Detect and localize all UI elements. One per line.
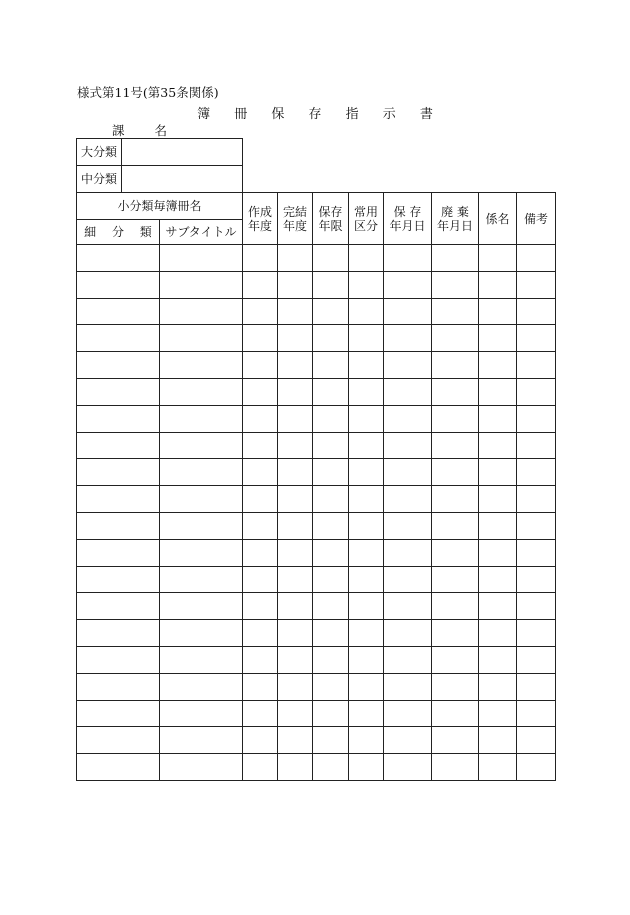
table-cell[interactable] — [278, 673, 313, 700]
table-cell[interactable] — [313, 245, 349, 272]
table-row — [77, 700, 556, 727]
table-cell[interactable] — [313, 593, 349, 620]
table-cell[interactable] — [349, 673, 384, 700]
table-cell[interactable] — [77, 593, 160, 620]
table-cell[interactable] — [432, 325, 479, 352]
table-cell[interactable] — [479, 298, 517, 325]
table-cell[interactable] — [349, 486, 384, 513]
table-cell[interactable] — [479, 486, 517, 513]
table-cell[interactable] — [243, 646, 278, 673]
column-header: 係名 — [479, 193, 517, 245]
table-cell[interactable] — [384, 298, 432, 325]
table-cell[interactable] — [349, 512, 384, 539]
table-cell[interactable] — [384, 620, 432, 647]
table-cell[interactable] — [349, 727, 384, 754]
table-cell[interactable] — [243, 566, 278, 593]
table-cell[interactable] — [313, 432, 349, 459]
table-row — [77, 352, 556, 379]
table-cell[interactable] — [77, 298, 160, 325]
table-cell[interactable] — [517, 432, 556, 459]
table-cell[interactable] — [517, 620, 556, 647]
table-cell[interactable] — [160, 539, 243, 566]
table-row — [77, 727, 556, 754]
table-cell[interactable] — [432, 378, 479, 405]
middle-category-label: 中分類 — [77, 166, 122, 193]
table-cell[interactable] — [77, 673, 160, 700]
table-cell[interactable] — [313, 512, 349, 539]
group-header: 小分類毎簿冊名 — [77, 193, 243, 220]
table-cell[interactable] — [313, 700, 349, 727]
table-row — [77, 378, 556, 405]
table-cell[interactable] — [432, 727, 479, 754]
column-header: 作成 年度 — [243, 193, 278, 245]
table-cell[interactable] — [517, 727, 556, 754]
table-cell[interactable] — [349, 245, 384, 272]
table-cell[interactable] — [517, 325, 556, 352]
table-cell[interactable] — [384, 378, 432, 405]
table-cell[interactable] — [313, 405, 349, 432]
table-cell[interactable] — [160, 512, 243, 539]
table-cell[interactable] — [432, 566, 479, 593]
table-cell[interactable] — [160, 405, 243, 432]
table-cell[interactable] — [243, 378, 278, 405]
table-cell[interactable] — [349, 325, 384, 352]
table-cell[interactable] — [349, 566, 384, 593]
table-cell[interactable] — [77, 459, 160, 486]
table-cell[interactable] — [517, 700, 556, 727]
table-row — [77, 432, 556, 459]
table-cell[interactable] — [278, 298, 313, 325]
table-cell[interactable] — [384, 271, 432, 298]
table-cell[interactable] — [349, 539, 384, 566]
table-cell[interactable] — [479, 432, 517, 459]
column-header: 保 存 年月日 — [384, 193, 432, 245]
table-cell[interactable] — [432, 298, 479, 325]
table-cell[interactable] — [160, 378, 243, 405]
table-cell[interactable] — [479, 539, 517, 566]
table-cell[interactable] — [243, 620, 278, 647]
table-cell[interactable] — [77, 378, 160, 405]
table-cell[interactable] — [278, 378, 313, 405]
table-row — [77, 754, 556, 781]
table-cell[interactable] — [77, 325, 160, 352]
table-cell[interactable] — [278, 566, 313, 593]
table-cell[interactable] — [278, 432, 313, 459]
table-cell[interactable] — [384, 245, 432, 272]
middle-category-field[interactable] — [122, 166, 243, 193]
table-cell[interactable] — [517, 378, 556, 405]
table-cell[interactable] — [77, 646, 160, 673]
table-cell[interactable] — [479, 620, 517, 647]
table-cell[interactable] — [313, 271, 349, 298]
table-cell[interactable] — [278, 754, 313, 781]
table-cell[interactable] — [517, 646, 556, 673]
table-cell[interactable] — [432, 432, 479, 459]
table-cell[interactable] — [313, 298, 349, 325]
table-cell[interactable] — [479, 727, 517, 754]
table-cell[interactable] — [349, 593, 384, 620]
table-cell[interactable] — [313, 754, 349, 781]
table-cell[interactable] — [243, 459, 278, 486]
table-cell[interactable] — [517, 298, 556, 325]
column-header: 常用 区分 — [349, 193, 384, 245]
table-row — [77, 325, 556, 352]
table-cell[interactable] — [278, 727, 313, 754]
table-cell[interactable] — [313, 673, 349, 700]
table-cell[interactable] — [278, 486, 313, 513]
table-cell[interactable] — [77, 566, 160, 593]
table-cell[interactable] — [243, 432, 278, 459]
table-cell[interactable] — [243, 271, 278, 298]
table-cell[interactable] — [384, 727, 432, 754]
table-cell[interactable] — [479, 566, 517, 593]
table-cell[interactable] — [517, 566, 556, 593]
table-row — [77, 673, 556, 700]
table-cell[interactable] — [278, 352, 313, 379]
table-cell[interactable] — [77, 620, 160, 647]
table-cell[interactable] — [77, 271, 160, 298]
table-cell[interactable] — [278, 620, 313, 647]
table-cell[interactable] — [349, 620, 384, 647]
table-cell[interactable] — [160, 727, 243, 754]
table-cell[interactable] — [278, 325, 313, 352]
table-cell[interactable] — [243, 512, 278, 539]
table-cell[interactable] — [160, 271, 243, 298]
table-cell[interactable] — [479, 512, 517, 539]
table-cell[interactable] — [349, 754, 384, 781]
table-cell[interactable] — [278, 405, 313, 432]
table-cell[interactable] — [432, 593, 479, 620]
table-cell[interactable] — [77, 700, 160, 727]
table-cell[interactable] — [384, 352, 432, 379]
major-category-field[interactable] — [122, 139, 243, 166]
table-cell[interactable] — [517, 486, 556, 513]
table-cell[interactable] — [384, 566, 432, 593]
table-row — [77, 512, 556, 539]
table-cell[interactable] — [243, 673, 278, 700]
table-cell[interactable] — [349, 271, 384, 298]
table-cell[interactable] — [349, 432, 384, 459]
table-cell[interactable] — [313, 486, 349, 513]
form-number: 様式第11号(第35条関係) — [77, 85, 219, 100]
table-cell[interactable] — [313, 727, 349, 754]
table-row — [77, 405, 556, 432]
table-cell[interactable] — [243, 754, 278, 781]
table-cell[interactable] — [479, 352, 517, 379]
table-cell[interactable] — [160, 325, 243, 352]
table-row — [77, 486, 556, 513]
table-cell[interactable] — [479, 405, 517, 432]
table-cell[interactable] — [432, 405, 479, 432]
table-row — [77, 459, 556, 486]
table-cell[interactable] — [432, 459, 479, 486]
table-cell[interactable] — [77, 486, 160, 513]
table-row — [77, 298, 556, 325]
table-cell[interactable] — [313, 539, 349, 566]
table-cell[interactable] — [479, 245, 517, 272]
table-cell[interactable] — [243, 486, 278, 513]
table-cell[interactable] — [517, 245, 556, 272]
table-cell[interactable] — [517, 352, 556, 379]
table-cell[interactable] — [517, 539, 556, 566]
table-cell[interactable] — [384, 539, 432, 566]
category-table — [76, 138, 243, 193]
table-cell[interactable] — [349, 352, 384, 379]
column-header: 備考 — [517, 193, 556, 245]
table-cell[interactable] — [432, 620, 479, 647]
table-cell[interactable] — [278, 593, 313, 620]
table-cell[interactable] — [517, 593, 556, 620]
table-row — [77, 539, 556, 566]
table-cell[interactable] — [160, 298, 243, 325]
table-cell[interactable] — [278, 700, 313, 727]
table-cell[interactable] — [432, 700, 479, 727]
table-cell[interactable] — [432, 245, 479, 272]
table-cell[interactable] — [313, 325, 349, 352]
table-cell[interactable] — [278, 271, 313, 298]
table-cell[interactable] — [384, 325, 432, 352]
table-cell[interactable] — [278, 539, 313, 566]
table-cell[interactable] — [243, 405, 278, 432]
table-cell[interactable] — [278, 245, 313, 272]
table-cell[interactable] — [243, 593, 278, 620]
register-table — [76, 192, 556, 781]
table-cell[interactable] — [77, 512, 160, 539]
table-row — [77, 593, 556, 620]
table-cell[interactable] — [384, 593, 432, 620]
table-cell[interactable] — [313, 566, 349, 593]
middle-category-row — [77, 166, 243, 193]
sub-header: 細 分 類 — [77, 220, 160, 245]
table-row — [77, 646, 556, 673]
table-cell[interactable] — [160, 646, 243, 673]
table-cell[interactable] — [432, 512, 479, 539]
table-cell[interactable] — [517, 459, 556, 486]
header-row — [77, 193, 556, 220]
major-category-row — [77, 139, 243, 166]
table-cell[interactable] — [349, 459, 384, 486]
table-cell[interactable] — [432, 754, 479, 781]
table-row — [77, 245, 556, 272]
major-category-label: 大分類 — [77, 139, 122, 166]
table-cell[interactable] — [160, 352, 243, 379]
table-cell[interactable] — [160, 245, 243, 272]
table-cell[interactable] — [384, 754, 432, 781]
table-cell[interactable] — [313, 352, 349, 379]
table-cell[interactable] — [77, 245, 160, 272]
table-cell[interactable] — [349, 405, 384, 432]
table-cell[interactable] — [160, 486, 243, 513]
table-cell[interactable] — [384, 646, 432, 673]
table-cell[interactable] — [160, 432, 243, 459]
table-cell[interactable] — [160, 673, 243, 700]
table-cell[interactable] — [278, 512, 313, 539]
table-cell[interactable] — [517, 405, 556, 432]
table-cell[interactable] — [384, 512, 432, 539]
table-cell[interactable] — [432, 673, 479, 700]
table-cell[interactable] — [384, 486, 432, 513]
table-cell[interactable] — [432, 352, 479, 379]
table-cell[interactable] — [384, 459, 432, 486]
table-cell[interactable] — [384, 673, 432, 700]
table-row — [77, 620, 556, 647]
table-cell[interactable] — [432, 271, 479, 298]
table-cell[interactable] — [160, 700, 243, 727]
table-cell[interactable] — [243, 727, 278, 754]
table-cell[interactable] — [278, 646, 313, 673]
table-cell[interactable] — [77, 539, 160, 566]
document-title: 簿 冊 保 存 指 示 書 — [197, 107, 443, 122]
table-cell[interactable] — [243, 539, 278, 566]
table-cell[interactable] — [243, 325, 278, 352]
table-cell[interactable] — [349, 298, 384, 325]
table-cell[interactable] — [77, 352, 160, 379]
table-cell[interactable] — [479, 700, 517, 727]
table-cell[interactable] — [160, 566, 243, 593]
table-cell[interactable] — [77, 727, 160, 754]
table-row — [77, 271, 556, 298]
table-cell[interactable] — [517, 754, 556, 781]
table-cell[interactable] — [349, 700, 384, 727]
table-cell[interactable] — [313, 620, 349, 647]
table-cell[interactable] — [479, 646, 517, 673]
column-header: 保存 年限 — [313, 193, 349, 245]
table-cell[interactable] — [479, 459, 517, 486]
table-cell[interactable] — [384, 405, 432, 432]
table-cell[interactable] — [432, 646, 479, 673]
table-cell[interactable] — [313, 646, 349, 673]
column-header: 廃 棄 年月日 — [432, 193, 479, 245]
table-cell[interactable] — [77, 405, 160, 432]
table-cell[interactable] — [432, 486, 479, 513]
table-cell[interactable] — [479, 754, 517, 781]
table-cell[interactable] — [278, 459, 313, 486]
table-cell[interactable] — [479, 378, 517, 405]
table-cell[interactable] — [349, 646, 384, 673]
sub-header: サブタイトル — [160, 220, 243, 245]
table-cell[interactable] — [243, 700, 278, 727]
table-cell[interactable] — [517, 271, 556, 298]
table-cell[interactable] — [384, 432, 432, 459]
table-cell[interactable] — [479, 271, 517, 298]
table-cell[interactable] — [160, 459, 243, 486]
table-cell[interactable] — [384, 700, 432, 727]
table-cell[interactable] — [479, 325, 517, 352]
table-cell[interactable] — [160, 593, 243, 620]
table-cell[interactable] — [160, 620, 243, 647]
table-cell[interactable] — [77, 432, 160, 459]
table-cell[interactable] — [313, 459, 349, 486]
table-cell[interactable] — [243, 245, 278, 272]
table-cell[interactable] — [313, 378, 349, 405]
table-cell[interactable] — [243, 298, 278, 325]
department-label: 課 名 — [112, 123, 180, 138]
table-cell[interactable] — [479, 673, 517, 700]
table-cell[interactable] — [432, 539, 479, 566]
column-header: 完結 年度 — [278, 193, 313, 245]
table-row — [77, 566, 556, 593]
table-cell[interactable] — [160, 754, 243, 781]
table-cell[interactable] — [77, 754, 160, 781]
table-cell[interactable] — [517, 673, 556, 700]
table-cell[interactable] — [243, 352, 278, 379]
table-cell[interactable] — [349, 378, 384, 405]
table-cell[interactable] — [517, 512, 556, 539]
table-cell[interactable] — [479, 593, 517, 620]
